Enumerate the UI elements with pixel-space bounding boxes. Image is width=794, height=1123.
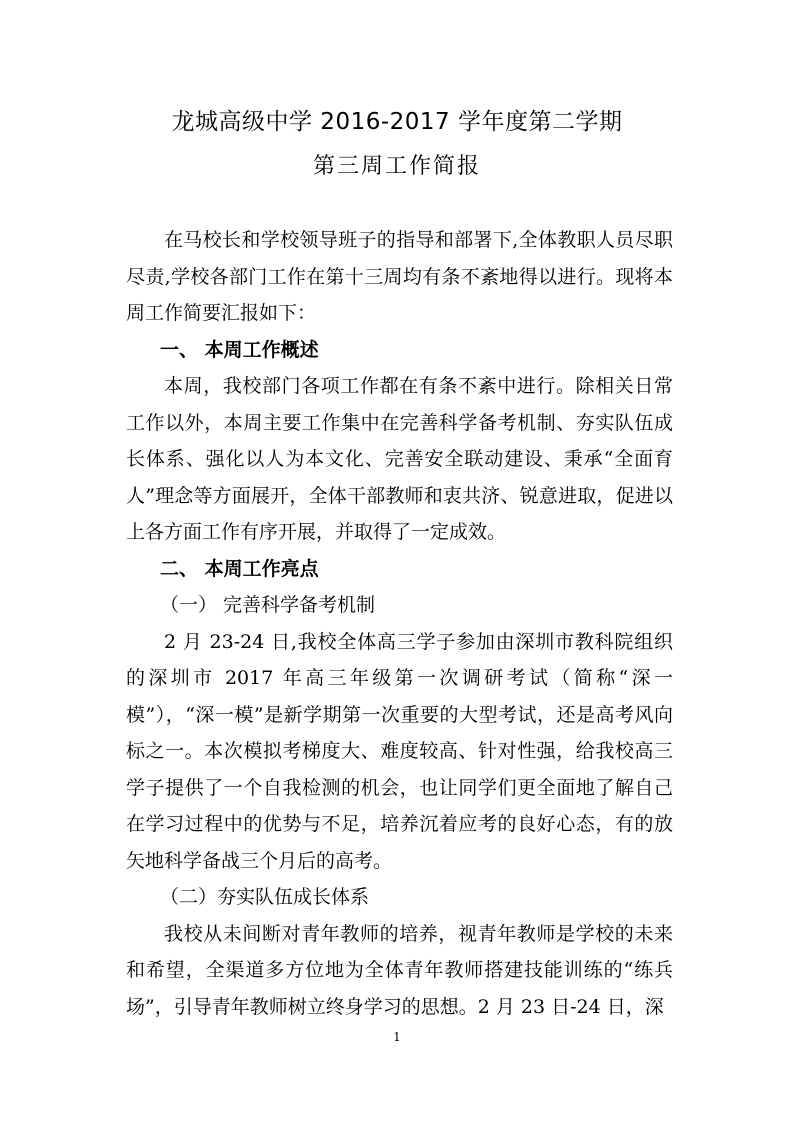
- document-body: [126, 222, 673, 1025]
- subsection-heading-team: （二）夯实队伍成长体系: [160, 886, 370, 908]
- section-heading-highlights: 二、 本周工作亮点: [160, 557, 319, 580]
- subsection-heading-exam: （一） 完善科学备考机制: [160, 594, 376, 616]
- team-paragraph: 我校从未间断对青年教师的培养，视青年教师是学校的未来和希望，全渠道多方位地为全体青年教师搭建技能训练的“练兵场”，引导青年教师树立终身学习的思想。2 月 23 日-24 日，深: [126, 922, 673, 1018]
- overview-paragraph: 本周，我校部门各项工作都在有条不紊中进行。除相关日常工作以外，本周主要工作集中在完善科学备考机制、夯实队伍成长体系、强化以人为本文化、完善安全联动建设、秉承“全面育人”理念等方面展开，全体干部教师和衷共济、锐意进取，促进以上各方面工作有序开展，并取得了一定成效。: [126, 375, 673, 543]
- exam-paragraph: 2 月 23-24 日,我校全体高三学子参加由深圳市教科院组织的深圳市 2017 年高三年级第一次调研考试（简称“深一模”），“深一模”是新学期第一次重要的大型考试，还是高考风向标之一。本次模拟考梯度大、难度较高、针对性强，给我校高三学子提供了一个自我检测的机会，也让同学们更全面地了解自己在学习过程中的优势与不足，培养沉着应考的良好心态，有的放矢地科学备战三个月后的高考。: [126, 630, 673, 872]
- section-heading-overview: 一、 本周工作概述: [160, 338, 319, 361]
- page-number: 1: [393, 1030, 401, 1044]
- document-subtitle: 第三周工作简报: [312, 154, 481, 179]
- intro-paragraph: 在马校长和学校领导班子的指导和部署下,全体教职人员尽职尽责,学校各部门工作在第十三周均有条不紊地得以进行。现将本周工作简要汇报如下：: [126, 229, 673, 324]
- document-title: 龙城高级中学 2016-2017 学年度第二学期: [171, 109, 623, 135]
